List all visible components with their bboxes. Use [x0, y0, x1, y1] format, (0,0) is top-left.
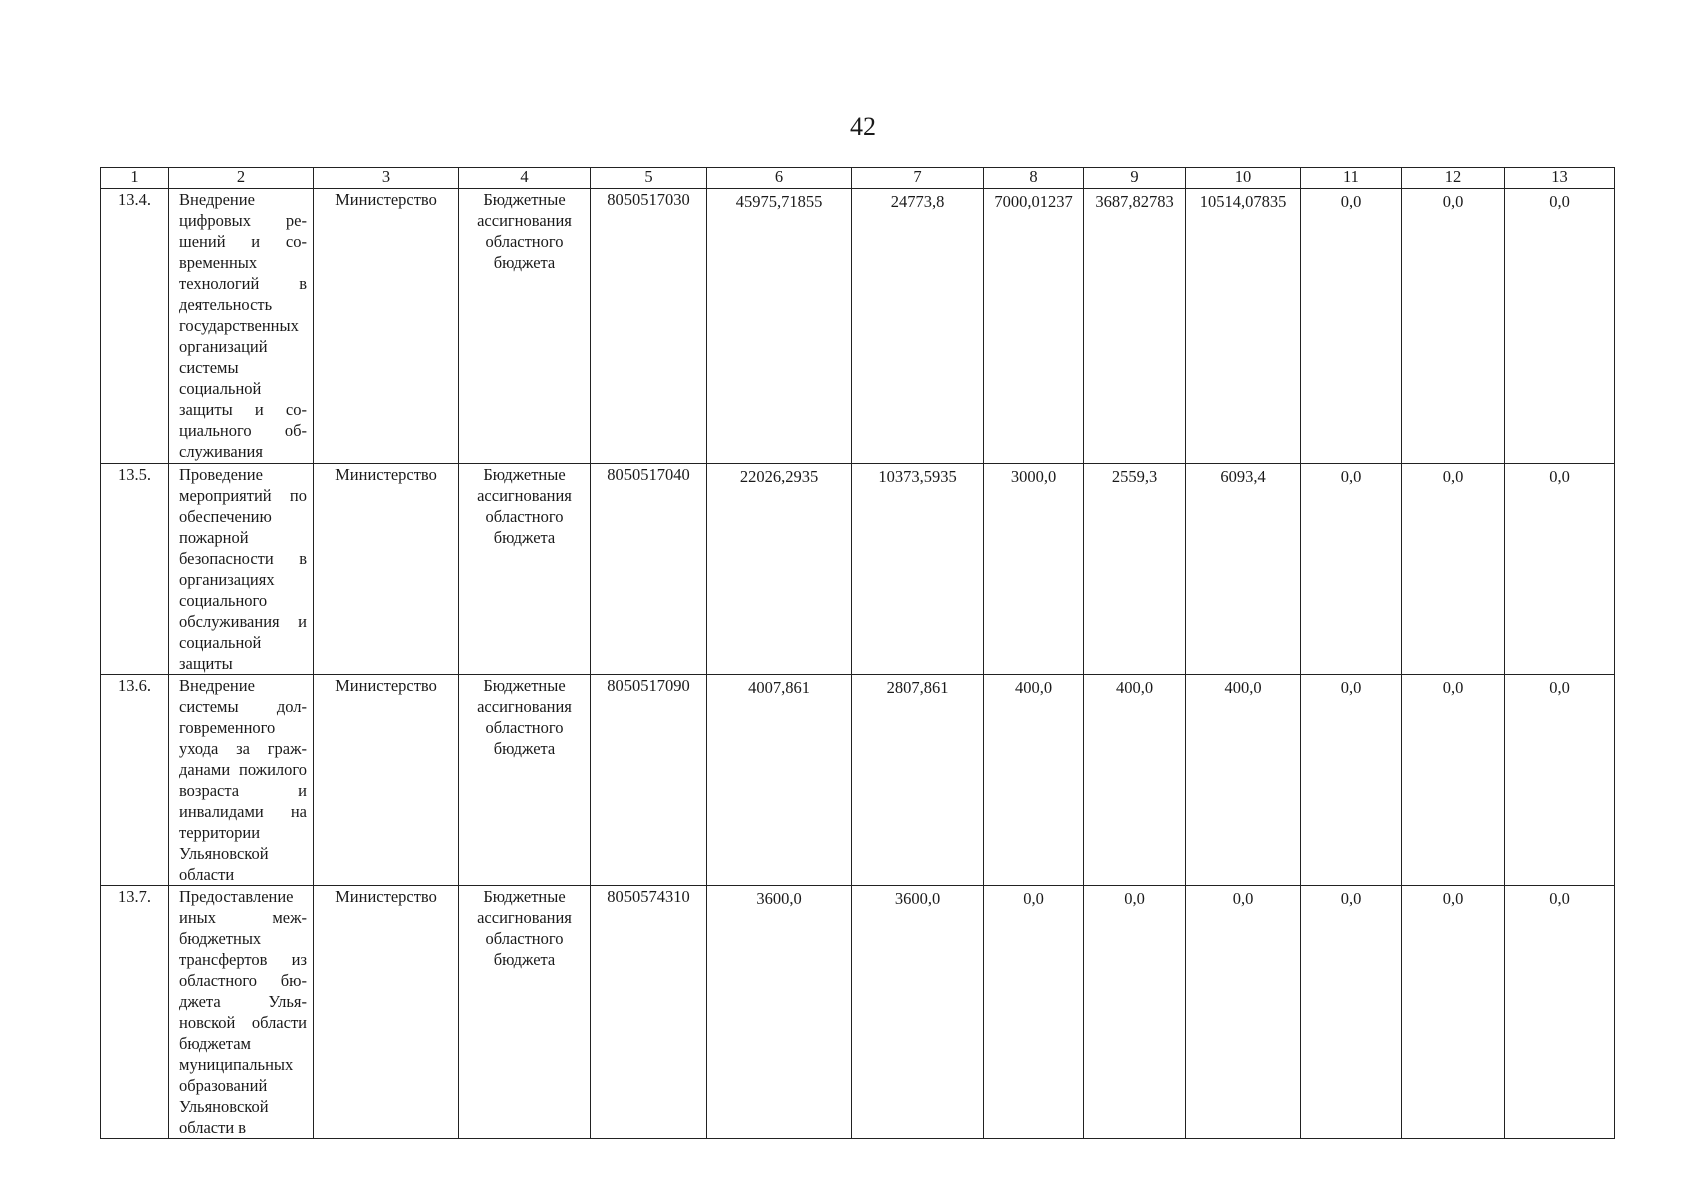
amount-cell: 3600,0: [852, 886, 984, 1139]
column-header: 12: [1402, 168, 1505, 189]
activity-name: Проведение мероприятий по обеспечению пожарной безопасности в организациях социального обслуживания и социальной защиты: [169, 464, 314, 675]
table-row: [101, 189, 1615, 464]
row-number: 13.6.: [101, 675, 169, 886]
amount-cell: 400,0: [1186, 675, 1301, 886]
activity-name: Внедрение цифровых решений и современных технологий в деятельность государственных организаций системы социальной защиты и социального обслуживания: [169, 189, 314, 464]
amount-cell: 0,0: [1186, 886, 1301, 1139]
amount-cell: 0,0: [1505, 189, 1615, 464]
amount-cell: 400,0: [984, 675, 1084, 886]
amount-cell: 0,0: [1505, 464, 1615, 675]
funding-source: Бюджетные ассигнования областного бюджета: [459, 886, 591, 1139]
column-header: 6: [707, 168, 852, 189]
funding-source: Бюджетные ассигнования областного бюджета: [459, 464, 591, 675]
column-header: 10: [1186, 168, 1301, 189]
amount-cell: 3600,0: [707, 886, 852, 1139]
row-number: 13.5.: [101, 464, 169, 675]
activity-name: Внедрение системы долговременного ухода за гражданами пожилого возраста и инвалидами на территории Ульяновской области: [169, 675, 314, 886]
table-row: [101, 675, 1615, 886]
amount-cell: 0,0: [1301, 464, 1402, 675]
table-row: [101, 464, 1615, 675]
amount-cell: 10514,07835: [1186, 189, 1301, 464]
budget-code: 8050517030: [591, 189, 707, 464]
amount-cell: 0,0: [1505, 886, 1615, 1139]
activity-name: Предоставление иных межбюджетных трансфертов из областного бюджета Ульяновской области бюджетам муниципальных образований Ульяновской области в: [169, 886, 314, 1139]
column-header: 3: [314, 168, 459, 189]
funding-source: Бюджетные ассигнования областного бюджета: [459, 675, 591, 886]
amount-cell: 0,0: [1301, 675, 1402, 886]
amount-cell: 400,0: [1084, 675, 1186, 886]
column-header: 1: [101, 168, 169, 189]
amount-cell: 2807,861: [852, 675, 984, 886]
budget-code: 8050517090: [591, 675, 707, 886]
amount-cell: 0,0: [1402, 886, 1505, 1139]
executor: Министерство: [314, 464, 459, 675]
column-header: 8: [984, 168, 1084, 189]
page-number: 42: [850, 112, 876, 141]
amount-cell: 0,0: [1301, 189, 1402, 464]
executor: Министерство: [314, 886, 459, 1139]
column-header: 4: [459, 168, 591, 189]
executor: Министерство: [314, 189, 459, 464]
column-header: 11: [1301, 168, 1402, 189]
budget-table: [100, 167, 1615, 1139]
amount-cell: 0,0: [1084, 886, 1186, 1139]
amount-cell: 2559,3: [1084, 464, 1186, 675]
executor: Министерство: [314, 675, 459, 886]
amount-cell: 0,0: [1402, 464, 1505, 675]
amount-cell: 0,0: [1402, 675, 1505, 886]
column-header: 9: [1084, 168, 1186, 189]
amount-cell: 6093,4: [1186, 464, 1301, 675]
row-number: 13.4.: [101, 189, 169, 464]
column-header: 13: [1505, 168, 1615, 189]
amount-cell: 3000,0: [984, 464, 1084, 675]
amount-cell: 45975,71855: [707, 189, 852, 464]
column-header: 2: [169, 168, 314, 189]
row-number: 13.7.: [101, 886, 169, 1139]
amount-cell: 7000,01237: [984, 189, 1084, 464]
amount-cell: 4007,861: [707, 675, 852, 886]
header-row: [101, 168, 1615, 189]
amount-cell: 10373,5935: [852, 464, 984, 675]
funding-source: Бюджетные ассигнования областного бюджета: [459, 189, 591, 464]
table-row: [101, 886, 1615, 1139]
amount-cell: 22026,2935: [707, 464, 852, 675]
budget-code: 8050574310: [591, 886, 707, 1139]
budget-code: 8050517040: [591, 464, 707, 675]
amount-cell: 24773,8: [852, 189, 984, 464]
column-header: 7: [852, 168, 984, 189]
amount-cell: 3687,82783: [1084, 189, 1186, 464]
amount-cell: 0,0: [984, 886, 1084, 1139]
amount-cell: 0,0: [1301, 886, 1402, 1139]
amount-cell: 0,0: [1505, 675, 1615, 886]
column-header: 5: [591, 168, 707, 189]
amount-cell: 0,0: [1402, 189, 1505, 464]
